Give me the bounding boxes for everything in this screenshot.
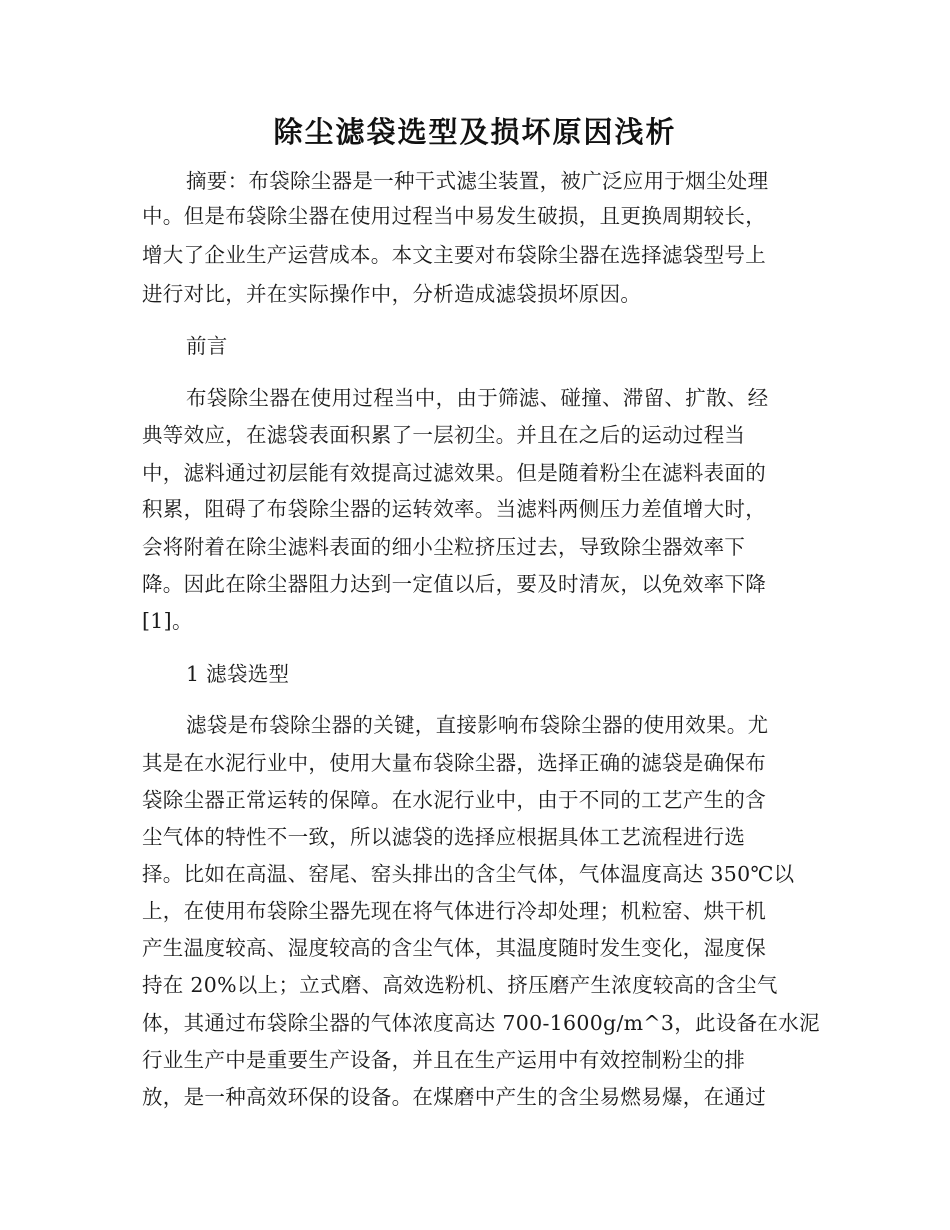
section-line: 行业生产中是重要生产设备，并且在生产运用中有效控制粉尘的排 — [142, 1048, 746, 1072]
preface-line: 典等效应，在滤袋表面积累了一层初尘。并且在之后的运动过程当 — [142, 423, 746, 447]
abstract-line: 增大了企业生产运营成本。本文主要对布袋除尘器在选择滤袋型号上 — [142, 243, 766, 267]
section-line: 袋除尘器正常运转的保障。在水泥行业中，由于不同的工艺产生的含 — [142, 788, 766, 812]
preface-line: 积累，阻碍了布袋除尘器的运转效率。当滤料两侧压力差值增大时， — [142, 497, 766, 521]
section-line: 体，其通过布袋除尘器的气体浓度高达 700-1600g/m^3，此设备在水泥 — [142, 1011, 820, 1035]
section-line: 放，是一种高效环保的设备。在煤磨中产生的含尘易燃易爆，在通过 — [142, 1085, 766, 1109]
section-line: 滤袋是布袋除尘器的关键，直接影响布袋除尘器的使用效果。尤 — [186, 713, 769, 737]
abstract-line: 摘要：布袋除尘器是一种干式滤尘装置，被广泛应用于烟尘处理 — [186, 169, 769, 193]
abstract-line: 中。但是布袋除尘器在使用过程当中易发生破损，且更换周期较长， — [142, 204, 766, 228]
abstract-line: 进行对比，并在实际操作中，分析造成滤袋损坏原因。 — [142, 282, 642, 306]
section-line: 持在 20%以上；立式磨、高效选粉机、挤压磨产生浓度较高的含尘气 — [142, 973, 778, 997]
section-line: 择。比如在高温、窑尾、窑头排出的含尘气体，气体温度高达 350℃以 — [142, 862, 795, 886]
preface-line: 中，滤料通过初层能有效提高过滤效果。但是随着粉尘在滤料表面的 — [142, 461, 766, 485]
preface-line: 布袋除尘器在使用过程当中，由于筛滤、碰撞、滞留、扩散、经 — [186, 386, 769, 410]
preface-line: [1]。 — [142, 609, 193, 633]
preface-line: 降。因此在除尘器阻力达到一定值以后，要及时清灰，以免效率下降 — [142, 572, 766, 596]
section-line: 尘气体的特性不一致，所以滤袋的选择应根据具体工艺流程进行选 — [142, 825, 746, 849]
document-title: 除尘滤袋选型及损坏原因浅析 — [273, 115, 677, 149]
section-line: 其是在水泥行业中，使用大量布袋除尘器，选择正确的滤袋是确保布 — [142, 751, 766, 775]
section-line: 上，在使用布袋除尘器先现在将气体进行冷却处理；机粒窑、烘干机 — [142, 899, 766, 923]
preface-heading: 前言 — [186, 334, 228, 358]
preface-line: 会将附着在除尘滤料表面的细小尘粒挤压过去，导致除尘器效率下 — [142, 535, 746, 559]
section-line: 产生温度较高、湿度较高的含尘气体，其温度随时发生变化，湿度保 — [142, 936, 766, 960]
section-heading: 1 滤袋选型 — [186, 662, 290, 686]
